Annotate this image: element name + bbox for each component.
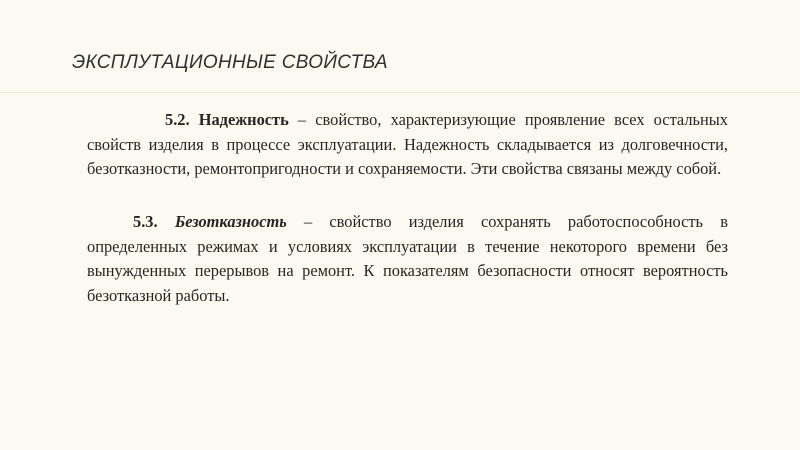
title-bar: [0, 0, 800, 93]
section-reliability: [87, 108, 728, 182]
section-failure-free: [87, 210, 728, 308]
section-paragraph: [87, 108, 728, 182]
section-term: Безотказность: [174, 212, 287, 231]
section-text: – свойство изделия сохранять работоспособность в определенных режимах и условиях эксплуатации в течение некоторого времени без вынужденных перерывов на ремонт. К показателям безопасности относят вероятность безотказной работы.: [87, 212, 728, 305]
section-paragraph: [87, 210, 728, 308]
section-number: 5.2.: [165, 110, 190, 129]
section-number: 5.3.: [133, 212, 158, 231]
slide-title: ЭКСПЛУТАЦИОННЫЕ СВОЙСТВА: [72, 52, 388, 73]
section-term: Надежность: [198, 110, 289, 129]
section-text: – свойство, характеризующие проявление всех остальных свойств изделия в процессе эксплуатации. Надежность складывается из долговечности, безотказности, ремонтопригодности и сохраняемости. Эти свойства связаны между собой.: [87, 110, 728, 178]
